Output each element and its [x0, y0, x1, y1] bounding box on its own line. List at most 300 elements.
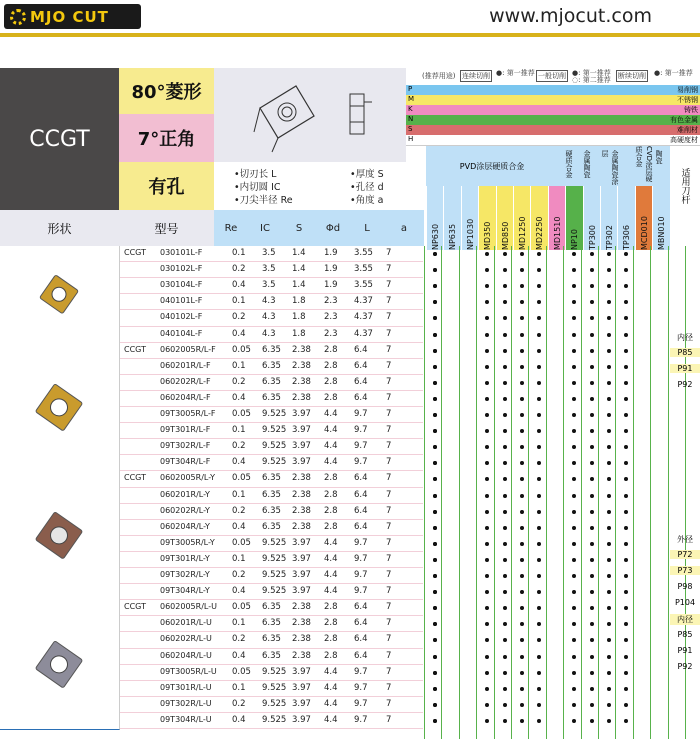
table-row [120, 552, 700, 568]
row-value: 4.4 [324, 570, 338, 580]
grade-column-line [459, 246, 460, 739]
recommend-dot [607, 687, 611, 691]
recommend-dot [590, 687, 594, 691]
row-value: 4.3 [262, 296, 276, 307]
row-value: 0.2 [232, 634, 246, 645]
row-value: 6.35 [262, 489, 281, 500]
row-value: 6.4 [354, 602, 368, 613]
row-model: 060202R/L-Y [160, 505, 210, 515]
recommend-dot [520, 574, 524, 578]
row-value: 2.8 [324, 360, 338, 371]
table-row [120, 520, 700, 536]
table-row [120, 713, 700, 729]
row-value: 7 [386, 602, 392, 613]
recommend-dot [433, 719, 437, 723]
row-value: 0.1 [232, 425, 246, 436]
table-row [120, 584, 700, 600]
row-value: 7 [386, 425, 392, 436]
recommend-dot [503, 429, 507, 433]
row-value: 1.4 [292, 264, 306, 275]
row-value: 7 [386, 392, 392, 403]
row-value: 9.525 [262, 553, 287, 564]
insert-drawing-icon [214, 68, 406, 162]
row-model: 09T3005R/L-F [160, 409, 216, 418]
row-model: 060201R/L-F [160, 360, 211, 370]
recommend-dot [537, 655, 541, 659]
row-value: 2.38 [292, 634, 311, 645]
row-value: 7 [386, 586, 392, 597]
row-value: 4.4 [324, 714, 338, 725]
recommend-dot [590, 333, 594, 337]
recommend-dot [520, 333, 524, 337]
row-value: 0.05 [232, 344, 251, 355]
recommend-dot [607, 365, 611, 369]
row-model: 060204R/L-F [160, 392, 211, 402]
table-row [120, 504, 700, 520]
recommend-dot [520, 510, 524, 514]
recommend-dot [485, 526, 489, 530]
recommend-dot [607, 494, 611, 498]
row-model: 09T304R/L-U [160, 714, 212, 724]
recommend-dot [520, 671, 524, 675]
recommend-dot [503, 461, 507, 465]
material-label: 有色金属 [670, 116, 698, 124]
material-row-h [406, 135, 700, 146]
recommend-dot [520, 719, 524, 723]
row-value: 9.7 [354, 586, 368, 597]
row-value: 7 [386, 618, 392, 629]
recommend-dot [520, 526, 524, 530]
row-value: 6.35 [262, 392, 281, 403]
desc-angle: •角度 a [350, 195, 384, 206]
row-value: 6.4 [354, 489, 368, 500]
recommend-dot [607, 671, 611, 675]
table-row [120, 697, 700, 713]
grade-column-line [441, 246, 442, 739]
grade-header-np630: NP630 [426, 186, 444, 250]
row-value: 0.2 [232, 441, 246, 452]
recommend-dot [590, 284, 594, 288]
table-row [120, 568, 700, 584]
recommend-dot [433, 687, 437, 691]
carbide-group: 硬质合金 [565, 150, 573, 178]
row-value: 4.4 [324, 457, 338, 468]
recommend-dot [607, 349, 611, 353]
grade-column-headers [426, 186, 670, 250]
row-model: 0602005R/L-U [160, 602, 217, 612]
holder-header [670, 146, 700, 246]
row-value: 9.525 [262, 666, 287, 677]
row-value: 4.4 [324, 586, 338, 597]
recommend-dot [537, 333, 541, 337]
table-row [120, 616, 700, 632]
grade-column-line [563, 246, 564, 739]
row-model: 0602005R/L-Y [160, 473, 216, 483]
grade-header-tp302: TP302 [600, 186, 618, 250]
material-code: P [408, 85, 413, 93]
row-model: 0602005R/L-F [160, 344, 216, 354]
row-value: 0.2 [232, 312, 246, 323]
row-divider [120, 728, 423, 729]
row-value: 3.97 [292, 698, 311, 709]
grade-column-line [424, 246, 425, 739]
recommend-dot [485, 333, 489, 337]
row-value: 7 [386, 296, 392, 307]
recommend-dot [590, 526, 594, 530]
recommend-dot [433, 365, 437, 369]
column-header-4: L [350, 210, 385, 246]
row-value: 2.38 [292, 392, 311, 403]
holder-item: P73 [670, 566, 700, 575]
recommend-dot [520, 542, 524, 546]
recommend-dot [520, 381, 524, 385]
row-value: 9.7 [354, 537, 368, 548]
row-value: 7 [386, 634, 392, 645]
row-value: 2.38 [292, 344, 311, 355]
row-value: 0.05 [232, 602, 251, 613]
legend-general: 一般切削 [538, 72, 566, 80]
recommend-dot [607, 719, 611, 723]
grade-column-line [633, 246, 634, 739]
grade-column-line [650, 246, 651, 739]
insert-shape-image [0, 471, 120, 601]
row-value: 2.38 [292, 618, 311, 629]
row-value: 6.35 [262, 521, 281, 532]
row-value: 6.4 [354, 360, 368, 371]
recommend-dot [503, 381, 507, 385]
row-value: 7 [386, 360, 392, 371]
desc-hole-diameter: •孔径 d [350, 182, 384, 193]
row-value: 0.05 [232, 666, 251, 677]
row-value: 3.97 [292, 553, 311, 564]
grade-column-line [494, 246, 495, 739]
table-row [120, 310, 700, 326]
desc-inscribed-circle: •内切圆 IC [234, 182, 281, 193]
recommend-dot [503, 590, 507, 594]
recommend-dot [607, 413, 611, 417]
legend-continuous: 连续切削 [462, 72, 490, 80]
grade-column-line [528, 246, 529, 739]
row-model: 09T301R/L-Y [160, 553, 210, 563]
row-code: CCGT [124, 473, 146, 483]
recommend-dot [607, 655, 611, 659]
table-row [120, 455, 700, 471]
material-legend [406, 85, 700, 145]
cvd-group: CVD涂层硬质合金 [635, 146, 653, 183]
table-row [120, 536, 700, 552]
table-row [120, 359, 700, 375]
recommend-dot [520, 494, 524, 498]
recommend-dot [503, 671, 507, 675]
material-code: H [408, 135, 414, 143]
row-code: CCGT [124, 248, 146, 257]
recommend-dot [503, 413, 507, 417]
row-value: 0.05 [232, 537, 251, 548]
recommend-dot [520, 655, 524, 659]
recommend-dot [590, 703, 594, 707]
row-value: 6.4 [354, 344, 368, 355]
row-value: 7 [386, 553, 392, 564]
table-row [120, 246, 700, 262]
recommend-dot [503, 526, 507, 530]
row-model: 060201R/L-U [160, 618, 212, 628]
recommend-dot [485, 349, 489, 353]
row-value: 0.1 [232, 618, 246, 629]
table-row [120, 665, 700, 681]
recommend-dot [590, 349, 594, 353]
grade-column-line [511, 246, 512, 739]
column-header-0: Re [214, 210, 249, 246]
row-value: 0.05 [232, 409, 251, 419]
table-row [120, 423, 700, 439]
recommend-dot [590, 590, 594, 594]
recommend-dot [485, 703, 489, 707]
material-label: 不锈钢 [677, 96, 698, 104]
row-value: 9.525 [262, 586, 287, 597]
recommend-dot [503, 703, 507, 707]
row-value: 3.97 [292, 425, 311, 436]
row-value: 3.55 [354, 264, 373, 275]
row-value: 2.8 [324, 650, 338, 661]
row-value: 6.4 [354, 634, 368, 645]
recommend-dot [433, 397, 437, 401]
row-value: 0.4 [232, 650, 246, 661]
grade-header-mcd010: MCD010 [635, 186, 653, 250]
row-model: 040102L-F [160, 312, 203, 322]
recommend-dot [503, 719, 507, 723]
row-value: 0.2 [232, 698, 246, 709]
row-value: 0.4 [232, 280, 246, 291]
recommend-dot [590, 252, 594, 256]
row-value: 9.7 [354, 441, 368, 452]
row-value: 9.525 [262, 714, 287, 725]
grade-column-line [615, 246, 616, 739]
row-value: 7 [386, 650, 392, 661]
holder-item: P92 [677, 380, 693, 389]
row-value: 7 [386, 666, 392, 677]
row-value: 0.4 [232, 586, 246, 597]
legend-first-2: ●: 第一推荐 [572, 69, 611, 77]
row-value: 2.38 [292, 489, 311, 500]
recommend-dot [590, 268, 594, 272]
row-value: 6.35 [262, 344, 281, 355]
legend-first: ●: 第一推荐 [496, 69, 535, 77]
grade-header-np635: NP635 [443, 186, 461, 250]
row-value: 4.4 [324, 698, 338, 709]
recommend-dot [572, 494, 576, 498]
feature-positive-angle: 7°正角 [119, 114, 214, 162]
recommend-dot [503, 494, 507, 498]
recommend-dot [503, 558, 507, 562]
holder-item: P91 [677, 646, 693, 655]
recommend-dot [572, 349, 576, 353]
row-value: 9.7 [354, 714, 368, 725]
row-value: 6.35 [262, 602, 281, 613]
grade-subgroups [558, 146, 670, 186]
row-model: 09T302R/L-Y [160, 570, 210, 579]
website-url[interactable]: www.mjocut.com [489, 5, 652, 27]
material-code: N [408, 115, 414, 123]
grade-column-line [476, 246, 477, 739]
row-value: 3.55 [354, 248, 373, 258]
recommend-dot [503, 252, 507, 256]
row-value: 1.4 [292, 280, 306, 291]
product-code: CCGT [0, 68, 119, 210]
recommend-dot [590, 461, 594, 465]
grade-header-md350: MD350 [478, 186, 496, 250]
row-value: 0.1 [232, 296, 246, 307]
row-value: 9.7 [354, 425, 368, 436]
holder-item: P98 [677, 582, 693, 591]
recommend-dot [503, 284, 507, 288]
row-value: 6.35 [262, 634, 281, 645]
recommend-dot [485, 655, 489, 659]
row-model: 09T302R/L-U [160, 698, 212, 708]
recommend-dot [485, 494, 489, 498]
row-value: 6.35 [262, 650, 281, 661]
recommend-dot [503, 268, 507, 272]
recommend-dot [607, 526, 611, 530]
row-value: 6.4 [354, 650, 368, 661]
grade-column-line [546, 246, 547, 739]
row-value: 6.4 [354, 392, 368, 403]
row-value: 4.4 [324, 537, 338, 548]
recommend-dot [503, 300, 507, 304]
row-value: 9.7 [354, 666, 368, 677]
recommend-dot [520, 397, 524, 401]
recommend-dot [590, 397, 594, 401]
recommend-dot [590, 300, 594, 304]
recommend-dot [433, 349, 437, 353]
recommend-dot [433, 510, 437, 514]
row-value: 7 [386, 473, 392, 484]
row-value: 6.4 [354, 376, 368, 387]
row-value: 9.525 [262, 537, 287, 548]
recommend-dot [433, 413, 437, 417]
recommend-dot [590, 655, 594, 659]
recommend-dot [572, 381, 576, 385]
row-value: 6.4 [354, 618, 368, 629]
table-row [120, 278, 700, 294]
row-value: 2.38 [292, 602, 311, 613]
row-value: 6.4 [354, 521, 368, 532]
spec-table [0, 246, 700, 739]
recommend-dot [520, 687, 524, 691]
row-value: 7 [386, 714, 392, 725]
row-value: 2.38 [292, 505, 311, 516]
recommend-dot [503, 687, 507, 691]
recommend-dot [624, 655, 628, 659]
recommend-dot [590, 574, 594, 578]
row-value: 2.8 [324, 489, 338, 500]
row-value: 0.1 [232, 553, 246, 564]
row-value: 4.3 [262, 328, 276, 339]
legend-header [406, 68, 700, 82]
material-label: 难削材 [677, 126, 698, 134]
recommend-dot [433, 671, 437, 675]
grade-header-tp300: TP300 [583, 186, 601, 250]
row-value: 3.97 [292, 682, 311, 693]
row-model: 060204R/L-Y [160, 521, 210, 531]
row-value: 0.2 [232, 376, 246, 387]
row-value: 4.37 [354, 312, 373, 323]
dimension-descriptions [214, 162, 406, 210]
row-model: 09T302R/L-F [160, 441, 211, 451]
row-value: 2.8 [324, 618, 338, 629]
row-value: 0.2 [232, 570, 246, 580]
row-value: 2.3 [324, 312, 338, 323]
desc-corner-radius: •刀尖半径 Re [234, 195, 293, 206]
recommend-dot [572, 671, 576, 675]
column-header-1: IC [248, 210, 283, 246]
row-value: 4.4 [324, 409, 338, 419]
column-header-5: a [384, 210, 425, 246]
row-value: 0.1 [232, 682, 246, 693]
row-value: 6.35 [262, 473, 281, 484]
row-value: 9.7 [354, 553, 368, 564]
row-value: 2.8 [324, 602, 338, 613]
recommend-dot [590, 542, 594, 546]
row-value: 2.8 [324, 344, 338, 355]
recommend-dot [503, 365, 507, 369]
row-model: 030104L-F [160, 280, 203, 290]
grade-header-md1250: MD1250 [513, 186, 531, 250]
recommend-dot [572, 542, 576, 546]
recommend-dot [433, 494, 437, 498]
material-label: 易削钢 [677, 86, 698, 94]
ceramic-group: 陶瓷 [655, 150, 663, 164]
row-value: 9.525 [262, 682, 287, 693]
row-value: 2.3 [324, 328, 338, 339]
feature-hole: 有孔 [119, 162, 214, 210]
recommend-dot [503, 542, 507, 546]
recommend-dot [607, 510, 611, 514]
row-value: 1.9 [324, 264, 338, 275]
holder-item: P91 [670, 364, 700, 373]
header-bar [0, 0, 700, 33]
recommend-dot [607, 381, 611, 385]
desc-cutting-length: •切刃长 L [234, 169, 277, 180]
row-value: 2.8 [324, 634, 338, 645]
table-row [120, 681, 700, 697]
row-value: 9.525 [262, 457, 287, 468]
row-value: 7 [386, 682, 392, 693]
row-value: 6.4 [354, 505, 368, 516]
insert-shape-image [0, 246, 120, 344]
row-model: 060204R/L-U [160, 650, 212, 660]
insert-photo-icon [0, 471, 119, 600]
row-value: 4.4 [324, 425, 338, 436]
insert-diagram [214, 68, 406, 162]
row-model: 09T304R/L-Y [160, 586, 210, 596]
row-value: 0.4 [232, 714, 246, 725]
row-value: 2.8 [324, 392, 338, 403]
row-value: 4.4 [324, 682, 338, 693]
row-value: 0.4 [232, 457, 246, 468]
brand-logo [4, 4, 141, 29]
recommend-dot [607, 703, 611, 707]
recommend-dot [503, 606, 507, 610]
row-value: 0.2 [232, 264, 246, 275]
row-value: 2.8 [324, 473, 338, 484]
row-value: 3.97 [292, 537, 311, 548]
recommend-dot [503, 333, 507, 337]
recommend-dot [607, 558, 611, 562]
row-value: 2.38 [292, 360, 311, 371]
table-row [120, 471, 700, 487]
recommend-dot [590, 445, 594, 449]
dimension-column-headers [214, 210, 424, 246]
